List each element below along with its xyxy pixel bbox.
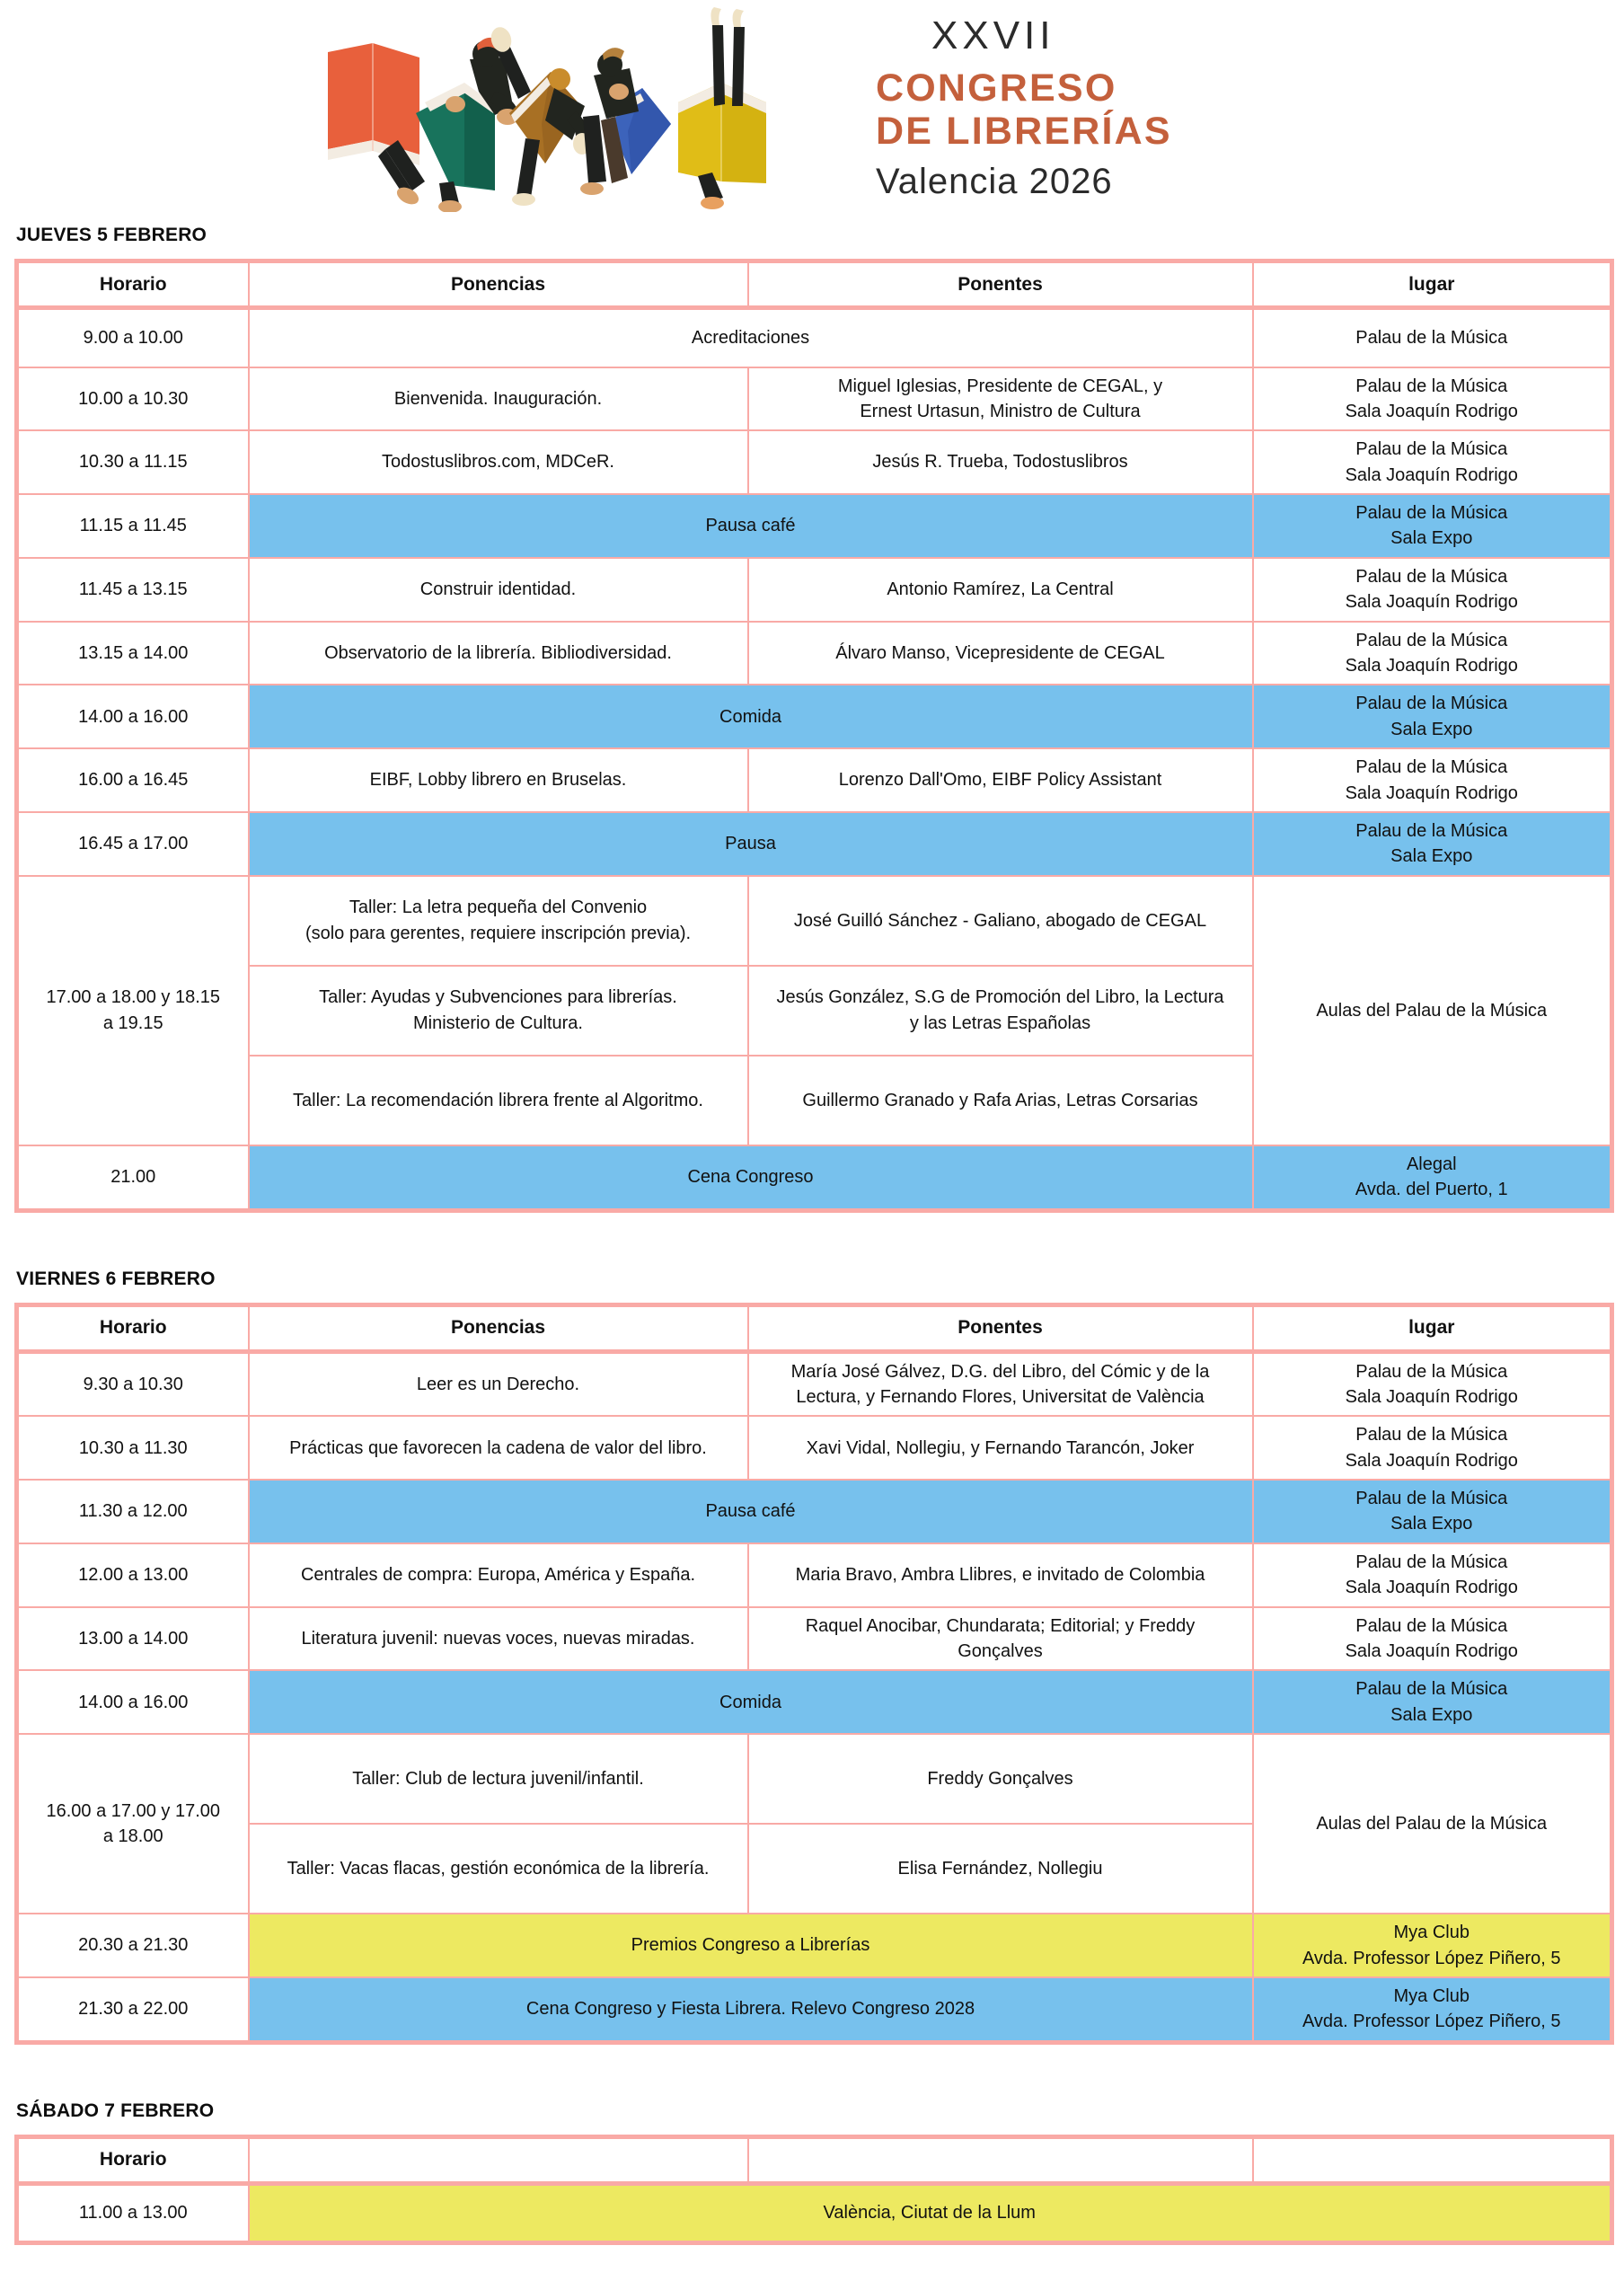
lugar-line-1: Mya Club — [1393, 1986, 1470, 2006]
cell-ponentes: Antonio Ramírez, La Central — [748, 558, 1253, 622]
ponencias-line-1: Taller: La letra pequeña del Convenio — [349, 897, 648, 918]
cell-lugar — [1253, 1416, 1612, 1480]
lugar-line-1: Palau de la Música — [1355, 1425, 1508, 1446]
logo-wordmark — [876, 13, 1235, 202]
cell-lugar — [1253, 748, 1612, 812]
cell-merged-activity: Comida — [249, 685, 1253, 748]
lugar-line-2: Sala Joaquín Rodrigo — [1345, 1450, 1518, 1471]
lugar-line-1: Palau de la Música — [1355, 1489, 1508, 1509]
cell-ponencias: Literatura juvenil: nuevas voces, nuevas miradas. — [249, 1607, 748, 1671]
section-spacer — [14, 1213, 1610, 1269]
cell-lugar — [1253, 308, 1612, 367]
cell-ponentes: José Guilló Sánchez - Galiano, abogado de CEGAL — [748, 876, 1253, 966]
lugar-line-1: Palau de la Música — [1355, 630, 1508, 650]
ponentes-line-1: María José Gálvez, D.G. del Libro, del Cómic y de la — [790, 1361, 1210, 1382]
lugar-line-1: Palau de la Música — [1355, 1361, 1508, 1382]
schedule-table-saturday — [14, 2135, 1614, 2245]
ponencias-line-2: Ministerio de Cultura. — [413, 1012, 583, 1033]
cell-lugar — [1253, 1607, 1612, 1671]
lugar-line-2: Sala Expo — [1390, 528, 1473, 549]
lugar-line-1: Mya Club — [1393, 1923, 1470, 1943]
cell-horario: 20.30 a 21.30 — [17, 1914, 249, 1977]
cell-ponentes — [748, 1607, 1253, 1671]
reading-people-illustration — [319, 5, 858, 212]
cell-lugar — [1253, 367, 1612, 431]
column-header-ponencias: Ponencias — [249, 261, 748, 308]
cell-ponencias: Bienvenida. Inauguración. — [249, 367, 748, 431]
lugar-line-2: Sala Joaquín Rodrigo — [1345, 464, 1518, 485]
lugar-line-1: Palau de la Música — [1355, 328, 1508, 349]
cell-lugar — [1253, 1351, 1612, 1416]
cell-ponentes — [748, 1351, 1253, 1416]
cell-ponencias: Leer es un Derecho. — [249, 1351, 748, 1416]
lugar-line-2: Sala Expo — [1390, 1514, 1473, 1534]
cell-ponencias: Observatorio de la librería. Bibliodiversidad. — [249, 622, 748, 685]
lugar-line-1: Alegal — [1406, 1154, 1457, 1174]
cell-ponencias: Todostuslibros.com, MDCeR. — [249, 430, 748, 494]
cell-horario: 11.00 a 13.00 — [17, 2183, 249, 2242]
ponentes-line-2: y las Letras Españolas — [909, 1012, 1091, 1033]
column-header-horario: Horario — [17, 1304, 249, 1351]
horario-line-2: a 19.15 — [102, 1012, 163, 1033]
column-header-horario: Horario — [17, 261, 249, 308]
horario-line-1: 17.00 a 18.00 y 18.15 — [46, 987, 220, 1008]
cell-merged-activity: Cena Congreso y Fiesta Librera. Relevo Congreso 2028 — [249, 1977, 1253, 2042]
table-row — [17, 367, 1612, 431]
column-header-lugar: lugar — [1253, 1304, 1612, 1351]
cell-merged-activity: Pausa café — [249, 494, 1253, 558]
table-row — [17, 558, 1612, 622]
cell-horario: 12.00 a 13.00 — [17, 1543, 249, 1607]
cell-merged-activity: Acreditaciones — [249, 308, 1253, 367]
cell-horario: 9.00 a 10.00 — [17, 308, 249, 367]
lugar-line-2: Sala Expo — [1390, 846, 1473, 867]
cell-horario: 9.30 a 10.30 — [17, 1351, 249, 1416]
column-header-ponentes: Ponentes — [748, 261, 1253, 308]
schedule-table-friday — [14, 1303, 1614, 2045]
table-header-row — [17, 2136, 1612, 2183]
schedule-table-thursday — [14, 259, 1614, 1213]
cell-horario: 13.00 a 14.00 — [17, 1607, 249, 1671]
cell-horario: 11.45 a 13.15 — [17, 558, 249, 622]
table-row-break — [17, 494, 1612, 558]
day-title-thursday: JUEVES 5 FEBRERO — [16, 225, 207, 245]
table-row-workshop — [17, 1734, 1612, 1824]
cell-lugar — [1253, 1914, 1612, 1977]
cell-merged-activity: Pausa — [249, 812, 1253, 876]
cell-lugar-workshops: Aulas del Palau de la Música — [1253, 1734, 1612, 1914]
table-row — [17, 1607, 1612, 1671]
cell-ponentes: Guillermo Granado y Rafa Arias, Letras Corsarias — [748, 1056, 1253, 1145]
cell-horario: 21.30 a 22.00 — [17, 1977, 249, 2042]
cell-ponentes: Álvaro Manso, Vicepresidente de CEGAL — [748, 622, 1253, 685]
cell-merged-activity: Cena Congreso — [249, 1145, 1253, 1210]
table-row-break — [17, 1670, 1612, 1734]
cell-lugar — [1253, 622, 1612, 685]
ponencias-line-1: Taller: Ayudas y Subvenciones para librerías. — [319, 987, 677, 1008]
cell-lugar — [1253, 812, 1612, 876]
cell-lugar — [1253, 558, 1612, 622]
cell-lugar — [1253, 1670, 1612, 1734]
cell-ponentes: Lorenzo Dall'Omo, EIBF Policy Assistant — [748, 748, 1253, 812]
figure-5-yellow-book — [678, 7, 766, 209]
schedule-page — [0, 225, 1624, 2281]
header-logo-band — [0, 0, 1624, 225]
ponentes-line-1: Raquel Anocibar, Chundarata; Editorial; y Freddy — [805, 1615, 1196, 1636]
table-row — [17, 748, 1612, 812]
column-header-empty-lugar — [1253, 2136, 1612, 2183]
logo-line-valencia: Valencia 2026 — [876, 162, 1113, 202]
day-title-saturday: SÁBADO 7 FEBRERO — [16, 2100, 215, 2121]
ponentes-line-2: Ernest Urtasun, Ministro de Cultura — [860, 401, 1141, 421]
cell-horario-workshops — [17, 876, 249, 1145]
cell-ponentes — [748, 367, 1253, 431]
figure-4-blue-book — [580, 48, 671, 195]
cell-ponentes: Maria Bravo, Ambra Llibres, e invitado de Colombia — [748, 1543, 1253, 1607]
lugar-line-1: Palau de la Música — [1355, 566, 1508, 587]
cell-lugar — [1253, 1543, 1612, 1607]
lugar-line-1: Palau de la Música — [1355, 757, 1508, 778]
lugar-line-2: Sala Joaquín Rodrigo — [1345, 1386, 1518, 1407]
lugar-line-2: Avda. del Puerto, 1 — [1355, 1180, 1508, 1200]
cell-ponencias: Prácticas que favorecen la cadena de valor del libro. — [249, 1416, 748, 1480]
cell-horario: 11.30 a 12.00 — [17, 1480, 249, 1543]
cell-merged-activity: Premios Congreso a Librerías — [249, 1914, 1253, 1977]
cell-horario: 13.15 a 14.00 — [17, 622, 249, 685]
cell-horario: 11.15 a 11.45 — [17, 494, 249, 558]
cell-lugar — [1253, 1480, 1612, 1543]
cell-ponentes — [748, 966, 1253, 1056]
lugar-line-2: Sala Joaquín Rodrigo — [1345, 1641, 1518, 1662]
cell-ponencias: Taller: La recomendación librera frente al Algoritmo. — [249, 1056, 748, 1145]
cell-merged-activity: Pausa café — [249, 1480, 1253, 1543]
cell-ponencias: Centrales de compra: Europa, América y España. — [249, 1543, 748, 1607]
lugar-line-2: Sala Joaquín Rodrigo — [1345, 401, 1518, 421]
cell-horario: 10.30 a 11.30 — [17, 1416, 249, 1480]
column-header-empty-ponencias — [249, 2136, 748, 2183]
lugar-line-1: Palau de la Música — [1355, 503, 1508, 524]
table-header-row — [17, 1304, 1612, 1351]
table-row-award — [17, 2183, 1612, 2242]
cell-horario: 14.00 a 16.00 — [17, 1670, 249, 1734]
table-row — [17, 1416, 1612, 1480]
table-row-break — [17, 1977, 1612, 2042]
table-row-award — [17, 1914, 1612, 1977]
logo-container — [319, 5, 1235, 212]
section-spacer — [14, 2045, 1610, 2100]
logo-line-librerias: DE LIBRERÍAS — [876, 110, 1172, 154]
lugar-line-1: Palau de la Música — [1355, 376, 1508, 396]
cell-horario: 10.00 a 10.30 — [17, 367, 249, 431]
lugar-line-2: Avda. Professor López Piñero, 5 — [1302, 1948, 1561, 1968]
column-header-lugar: lugar — [1253, 261, 1612, 308]
table-row-break — [17, 1480, 1612, 1543]
cell-horario-workshops — [17, 1734, 249, 1914]
ponentes-line-1: Miguel Iglesias, Presidente de CEGAL, y — [837, 376, 1163, 396]
ponentes-line-2: Gonçalves — [958, 1641, 1043, 1662]
table-row — [17, 430, 1612, 494]
column-header-ponentes: Ponentes — [748, 1304, 1253, 1351]
lugar-line-2: Sala Joaquín Rodrigo — [1345, 656, 1518, 676]
lugar-line-2: Sala Joaquín Rodrigo — [1345, 782, 1518, 803]
cell-ponencias: Construir identidad. — [249, 558, 748, 622]
horario-line-1: 16.00 a 17.00 y 17.00 — [46, 1800, 220, 1821]
cell-merged-activity: València, Ciutat de la Llum — [249, 2183, 1612, 2242]
cell-lugar-workshops: Aulas del Palau de la Música — [1253, 876, 1612, 1145]
table-row-break — [17, 1145, 1612, 1210]
lugar-line-1: Palau de la Música — [1355, 439, 1508, 460]
lugar-line-1: Palau de la Música — [1355, 1552, 1508, 1572]
cell-lugar — [1253, 1145, 1612, 1210]
column-header-ponencias: Ponencias — [249, 1304, 748, 1351]
cell-ponentes: Xavi Vidal, Nollegiu, y Fernando Tarancón, Joker — [748, 1416, 1253, 1480]
horario-line-2: a 18.00 — [102, 1826, 163, 1847]
cell-horario: 14.00 a 16.00 — [17, 685, 249, 748]
lugar-line-1: Palau de la Música — [1355, 1679, 1508, 1700]
ponencias-line-2: (solo para gerentes, requiere inscripción previa). — [304, 923, 692, 943]
cell-ponencias — [249, 876, 748, 966]
cell-lugar — [1253, 1977, 1612, 2042]
lugar-line-1: Palau de la Música — [1355, 1615, 1508, 1636]
lugar-line-1: Palau de la Música — [1355, 820, 1508, 841]
lugar-line-1: Palau de la Música — [1355, 694, 1508, 714]
column-header-empty-ponentes — [748, 2136, 1253, 2183]
lugar-line-2: Sala Joaquín Rodrigo — [1345, 1578, 1518, 1598]
ponentes-line-1: Jesús González, S.G de Promoción del Libro, la Lectura — [776, 987, 1224, 1008]
cell-horario: 16.45 a 17.00 — [17, 812, 249, 876]
lugar-line-2: Avda. Professor López Piñero, 5 — [1302, 2011, 1561, 2032]
table-row — [17, 308, 1612, 367]
ponentes-line-2: Lectura, y Fernando Flores, Universitat de València — [796, 1386, 1205, 1407]
table-row — [17, 1543, 1612, 1607]
cell-horario: 21.00 — [17, 1145, 249, 1210]
cell-ponentes: Elisa Fernández, Nollegiu — [748, 1824, 1253, 1914]
cell-ponentes: Jesús R. Trueba, Todostuslibros — [748, 430, 1253, 494]
day-title-friday: VIERNES 6 FEBRERO — [16, 1268, 216, 1289]
table-row-break — [17, 812, 1612, 876]
cell-ponencias: Taller: Vacas flacas, gestión económica de la librería. — [249, 1824, 748, 1914]
logo-line-congreso: CONGRESO — [876, 66, 1117, 110]
cell-lugar — [1253, 494, 1612, 558]
cell-lugar — [1253, 430, 1612, 494]
column-header-horario: Horario — [17, 2136, 249, 2183]
lugar-line-2: Sala Expo — [1390, 1704, 1473, 1725]
cell-ponentes: Freddy Gonçalves — [748, 1734, 1253, 1824]
cell-merged-activity: Comida — [249, 1670, 1253, 1734]
logo-roman-numeral: XXVII — [931, 13, 1055, 57]
table-header-row — [17, 261, 1612, 308]
cell-lugar — [1253, 685, 1612, 748]
cell-horario: 16.00 a 16.45 — [17, 748, 249, 812]
cell-horario: 10.30 a 11.15 — [17, 430, 249, 494]
table-row — [17, 622, 1612, 685]
table-row-break — [17, 685, 1612, 748]
cell-ponencias: EIBF, Lobby librero en Bruselas. — [249, 748, 748, 812]
lugar-line-2: Sala Expo — [1390, 719, 1473, 739]
cell-ponencias: Taller: Club de lectura juvenil/infantil. — [249, 1734, 748, 1824]
table-row — [17, 1351, 1612, 1416]
lugar-line-2: Sala Joaquín Rodrigo — [1345, 592, 1518, 613]
orange-book-icon — [328, 43, 419, 165]
cell-ponencias — [249, 966, 748, 1056]
table-row-workshop — [17, 876, 1612, 966]
